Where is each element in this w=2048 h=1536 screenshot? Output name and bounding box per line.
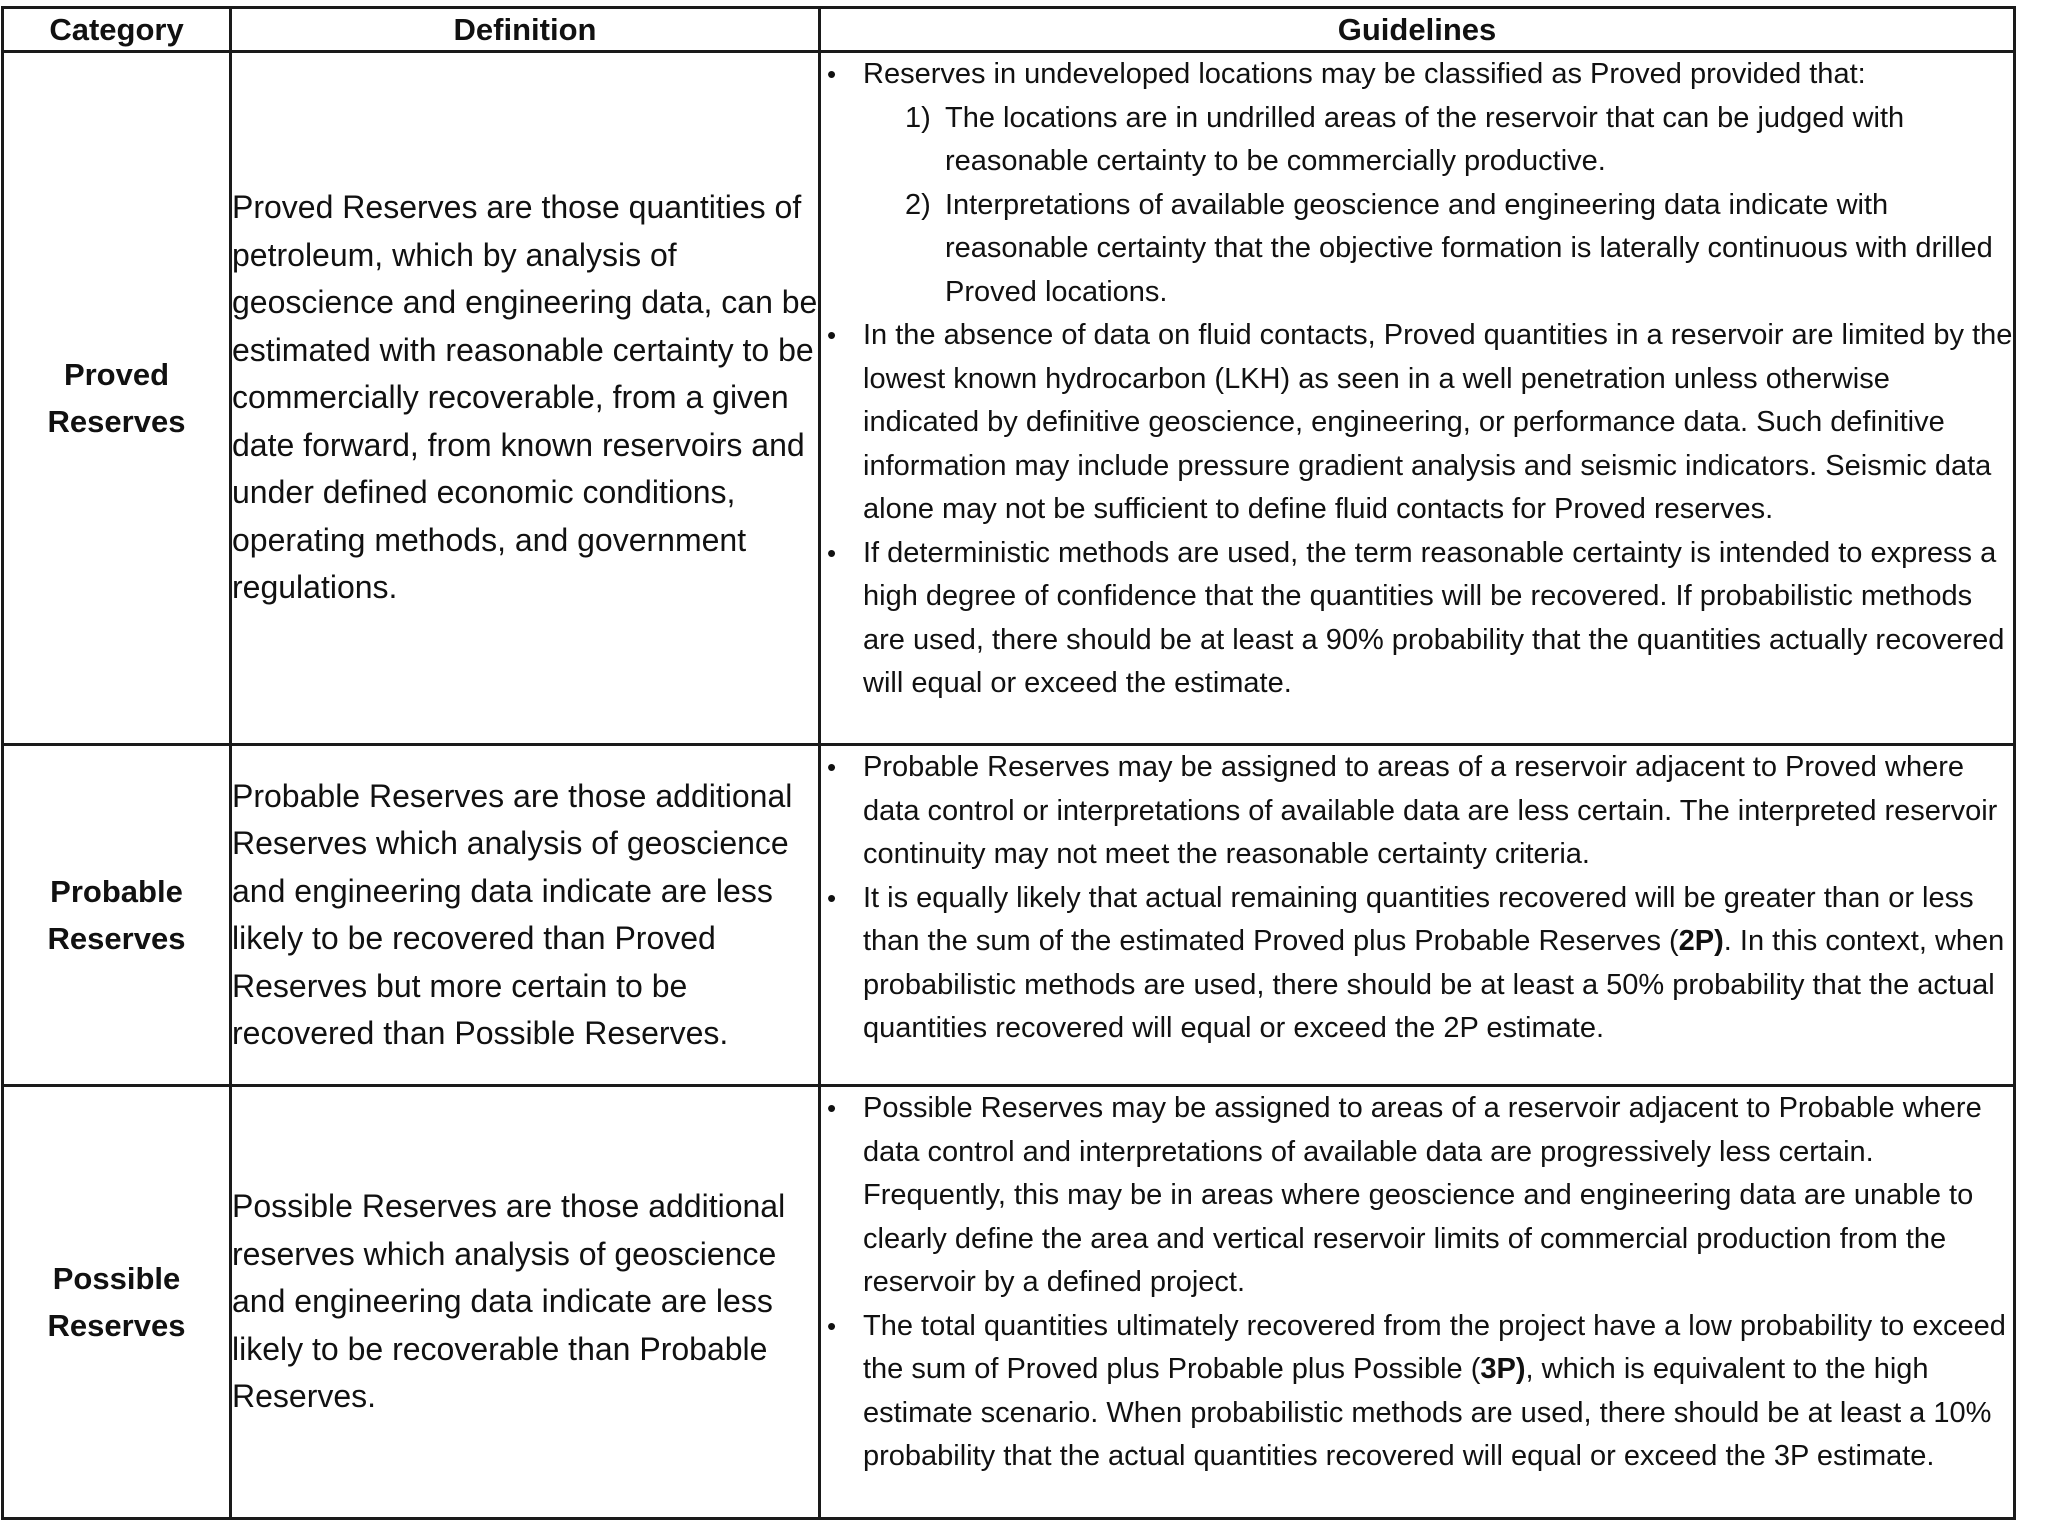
bullet-icon: •	[827, 59, 837, 89]
guideline-text: In the absence of data on fluid contacts, Proved quantities in a reservoir are limited by the lowest known hydrocarbon (LKH) as seen in a well penetration unless otherwise indicated by definitive geoscience, engineering, or performance data. Such definitive information may include pressure gradient analysis and seismic indicators. Seismic data alone may not be sufficient to define fluid contacts for Proved reserves.	[863, 319, 2013, 525]
bullet-icon: •	[827, 320, 837, 350]
category-line: Proved	[63, 357, 170, 392]
header-row	[3, 8, 2015, 52]
header-guidelines: Guidelines	[820, 8, 2015, 52]
guideline-bold-term: 3P)	[1480, 1353, 1526, 1385]
guideline-bold-term: 2P)	[1678, 925, 1724, 957]
definition-cell: Possible Reserves are those additional reserves which analysis of geoscience and engineering data indicate are less likely to be recoverable than Probable Reserves.	[231, 1086, 820, 1519]
category-cell	[3, 52, 231, 745]
guideline-item	[821, 314, 2013, 532]
category-line: Reserves	[47, 404, 186, 439]
table-row-possible	[3, 1086, 2015, 1519]
bullet-icon: •	[827, 1093, 837, 1123]
subitem-text: The locations are in undrilled areas of the reservoir that can be judged with reasonable certainty to be commercially productive.	[945, 101, 1905, 177]
bullet-icon: •	[827, 1310, 837, 1341]
guideline-item	[821, 877, 2013, 1051]
bullet-icon: •	[827, 752, 837, 782]
category-cell	[3, 1086, 231, 1519]
bullet-icon: •	[827, 882, 837, 913]
guideline-item	[821, 53, 2013, 97]
table-row-probable	[3, 745, 2015, 1086]
guideline-text-part: . In this context, when probabilistic methods are used, there should be at least a 50% probability that the actual quantities recovered will equal or exceed the 2P estimate.	[863, 925, 2005, 1044]
definition-cell: Probable Reserves are those additional Reserves which analysis of geoscience and engineering data indicate are less likely to be recovered than Proved Reserves but more certain to be recovered than Possible Reserves.	[231, 745, 820, 1086]
guidelines-cell	[820, 1086, 2015, 1519]
numbered-subitem	[821, 184, 2013, 315]
table-row-proved	[3, 52, 2015, 745]
guideline-item	[821, 1305, 2013, 1479]
guideline-text-part: , which is equivalent to the high estimate scenario. When probabilistic methods are used, there should be at least a 10% probability that the actual quantities recovered will equal or exceed the 3P estimate.	[863, 1353, 1992, 1472]
guideline-item	[821, 746, 2013, 877]
numbered-subitem	[821, 97, 2013, 184]
category-line: Probable	[50, 874, 183, 909]
subitem-number: 2)	[905, 188, 931, 221]
reserves-classification-table	[1, 6, 2016, 1520]
subitem-number: 1)	[905, 101, 931, 134]
guideline-text: Possible Reserves may be assigned to areas of a reservoir adjacent to Probable where data control and interpretations of available data are progressively less certain. Frequently, this may be in areas where geoscience and engineering data are unable to clearly define the area and vertical reservoir limits of commercial production from the reservoir by a defined project.	[863, 1092, 1982, 1298]
bullet-icon: •	[827, 537, 837, 568]
category-line: Reserves	[47, 921, 186, 956]
header-category: Category	[3, 8, 231, 52]
guideline-text: If deterministic methods are used, the term reasonable certainty is intended to express a high degree of confidence that the quantities will be recovered. If probabilistic methods are used, there should be at least a 90% probability that the quantities actually recovered will equal or exceed the estimate.	[863, 536, 2005, 699]
guidelines-cell	[820, 745, 2015, 1086]
guideline-text-part: The total quantities ultimately recovered from the project have a low probability to exceed the sum of Proved plus Probable plus Possible (	[863, 1309, 2006, 1385]
category-line: Possible	[52, 1261, 181, 1296]
guidelines-cell	[820, 52, 2015, 745]
header-definition: Definition	[231, 8, 820, 52]
subitem-text: Interpretations of available geoscience and engineering data indicate with reasonable certainty that the objective formation is laterally continuous with drilled Proved locations.	[945, 188, 1993, 308]
guideline-text-part: It is equally likely that actual remaining quantities recovered will be greater than or less than the sum of the estimated Proved plus Probable Reserves (	[863, 881, 1974, 957]
guideline-item	[821, 1087, 2013, 1305]
guideline-text: Probable Reserves may be assigned to areas of a reservoir adjacent to Proved where data control or interpretations of available data are less certain. The interpreted reservoir continuity may not meet the reasonable certainty criteria.	[863, 751, 1998, 870]
category-cell	[3, 745, 231, 1086]
guideline-text: Reserves in undeveloped locations may be classified as Proved provided that:	[863, 58, 1866, 90]
category-line: Reserves	[47, 1308, 186, 1343]
guideline-item	[821, 532, 2013, 706]
definition-cell: Proved Reserves are those quantities of petroleum, which by analysis of geoscience and engineering data, can be estimated with reasonable certainty to be commercially recoverable, from a given date forward, from known reservoirs and under defined economic conditions, operating methods, and government regulations.	[231, 52, 820, 745]
